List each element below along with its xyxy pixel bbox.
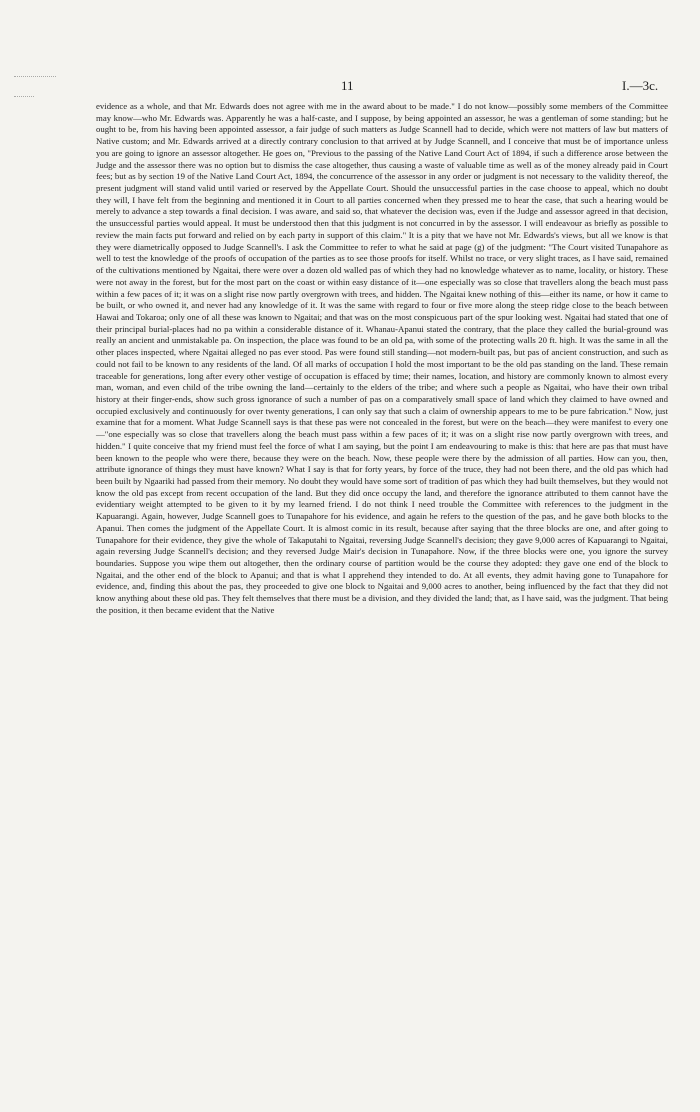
document-reference: I.—3c. (622, 78, 659, 93)
margin-mark (14, 76, 56, 77)
page-number: 11 (341, 78, 354, 93)
body-text (96, 101, 668, 617)
page-header (0, 78, 700, 94)
body-paragraph: evidence as a whole, and that Mr. Edwards does not agree with me in the award about to be made." I do not know—possibly some members of the Committee may know—who Mr. Edwards was. Apparently he was a half-caste, and I suppose, by being appointed an assessor, he was a gentleman of some standing; but he ought to be, from his having been appointed assessor, a fair judge of such matters as Judge Scannell had to decide, which were not matters of law but matters of Native custom; and Mr. Edwards arrived at a directly contrary conclusion to that arrived at by Judge Scannell, and I conceive that must be of importance unless you are going to ignore an assessor altogether. He goes on, "Previous to the passing of the Native Land Court Act of 1894, if such a difference arose between the Judge and the assessor there was no option but to dismiss the case altogether, thus causing a waste of valuable time as well as of the money already paid in Court fees; but as by section 19 of the Native Land Court Act, 1894, the concurrence of the assessor in any order or judgment is not necessary to the validity thereof, the present judgment will stand valid until varied or reserved by the Appellate Court. Should the unsuccessful parties in the case choose to appeal, which no doubt they will, I have felt from the beginning and mentioned it in Court to all parties concerned when they pressed me to hear the case, that such a hearing would be merely to advance a step towards a final decision. I was aware, and said so, that whatever the decision was, even if the Judge and assessor agreed in that decision, the unsuccessful parties would appeal. It must be understood then that this judgment is not concurred in by the assessor. I will endeavour as briefly as possible to review the main facts put forward and relied on by each party in support of this claim." It is a pity that we have not Mr. Edwards's views, but all we know is that they were diametrically opposed to Judge Scannell's. I ask the Committee to refer to what he said at page (g) of the judgment: "The Court visited Tunapahore as well to test the knowledge of the proofs of occupation of the parties as to see those proofs for itself. Whilst no trace, or very slight traces, as I have said, remained of the cultivations mentioned by Ngaitai, there were over a dozen old walled pas of which they had no knowledge whatever as to name, locality, or history. These were not away in the forest, but for the most part on the coast or within easy distance of it—one especially was so close that travellers along the beach must pass within a few paces of it; it was on a slight rise now partly overgrown with trees, and hidden. The Ngaitai knew nothing of this—either its name, or how it came to be built, or who owned it, and never had any knowledge of it. It was the same with regard to four or five more along the steep ridge close to the beach between Hawai and Tokaroa; only one of all these was known to Ngaitai; and that was on the most conspicuous part of the spur looking west. Ngaitai had stated that one of their principal burial-places had no pa within a considerable distance of it. Whanau-Apanui stated the contrary, that the place they called the burial-ground was really an ancient and unmistakable pa. On inspection, the place was found to be an old pa, with some of the protecting walls 20 ft. high. It was the same in all the other places inspected, where Ngaitai alleged no pas ever stood. Pas were found still standing—not modern-built pas, but pas of ancient construction, and such as could not fail to be known to any residents of the land. Of all marks of occupation I hold the most important to be the old pas standing on the land. These remain traceable for generations, long after every other vestige of occupation is effaced by time; their names, location, and history are commonly known to almost every man, woman, and even child of the tribe owning the land—certainly to the elders of the tribe; and where such a people as Ngaitai, who have their own tribal history at their finger-ends, show such gross ignorance of such a number of pas on a comparatively small space of land which they claimed to have owned and occupied exclusively and continuously for over twenty generations, I can only say that such a claim of ownership appears to me to be pure fabrication." Now, just examine that for a moment. What Judge Scannell says is that these pas were not concealed in the forest, but were on the beach—they were manifest to every one—"one especially was so close that travellers along the beach must pass within a few paces of it; it was on a slight rise now partly overgrown with trees, and hidden." I quite conceive that my friend must feel the force of what I am saying, but the point I am endeavouring to make is this: that here are pas that must have been known to the people who were there, because they were on the beach. Now, these people were there by the admission of all parties. How can you, then, attribute ignorance of things they must have known? What I say is that for forty years, by force of the truce, they had not been there, and the old pas which had been built by Ngaariki had passed from their memory. No doubt they would have some sort of tradition of pas which they had built themselves, but they would not know the old pas except from recent occupation of the land. But they did once occupy the land, and therefore the ignorance attributed to them cannot have the evidentiary weight attempted to be given to it by my learned friend. I do not think I need trouble the Committee with references to the judgment in the Kapuarangi. Again, however, Judge Scannell goes to Tunapahore for his evidence, and again he refers to the question of the pas, and he gave both blocks to the Apanui. Then comes the judgment of the Appellate Court. It is almost comic in its result, because after saying that the three blocks are one, and after going to Tunapahore for their evidence, they give the whole of Takaputahi to Ngaitai, reversing Judge Scannell's decision; they gave 9,000 acres of Kapuarangi to Ngaitai, again reversing Judge Scannell's decision; and they reversed Judge Mair's decision in Tunapahore. Now, if the three blocks were one, you ignore the survey boundaries. Suppose you wipe them out altogether, then the ordinary course of partition would be the course they adopted: they gave one end of the block to Ngaitai, and the other end of the block to Apanui; and that is what I apprehend they intended to do. At all events, they admit having gone to Tunapahore for evidence, and, finding this about the pas, they proceeded to give one block to Ngaitai and 9,000 acres to another, being influenced by the fact that they did not know anything about these old pas. They felt themselves that there must be a division, and they divided the land; that, as I have said, was the judgment. That being the position, it then became evident that the Native (96, 101, 668, 615)
margin-mark (14, 96, 34, 97)
